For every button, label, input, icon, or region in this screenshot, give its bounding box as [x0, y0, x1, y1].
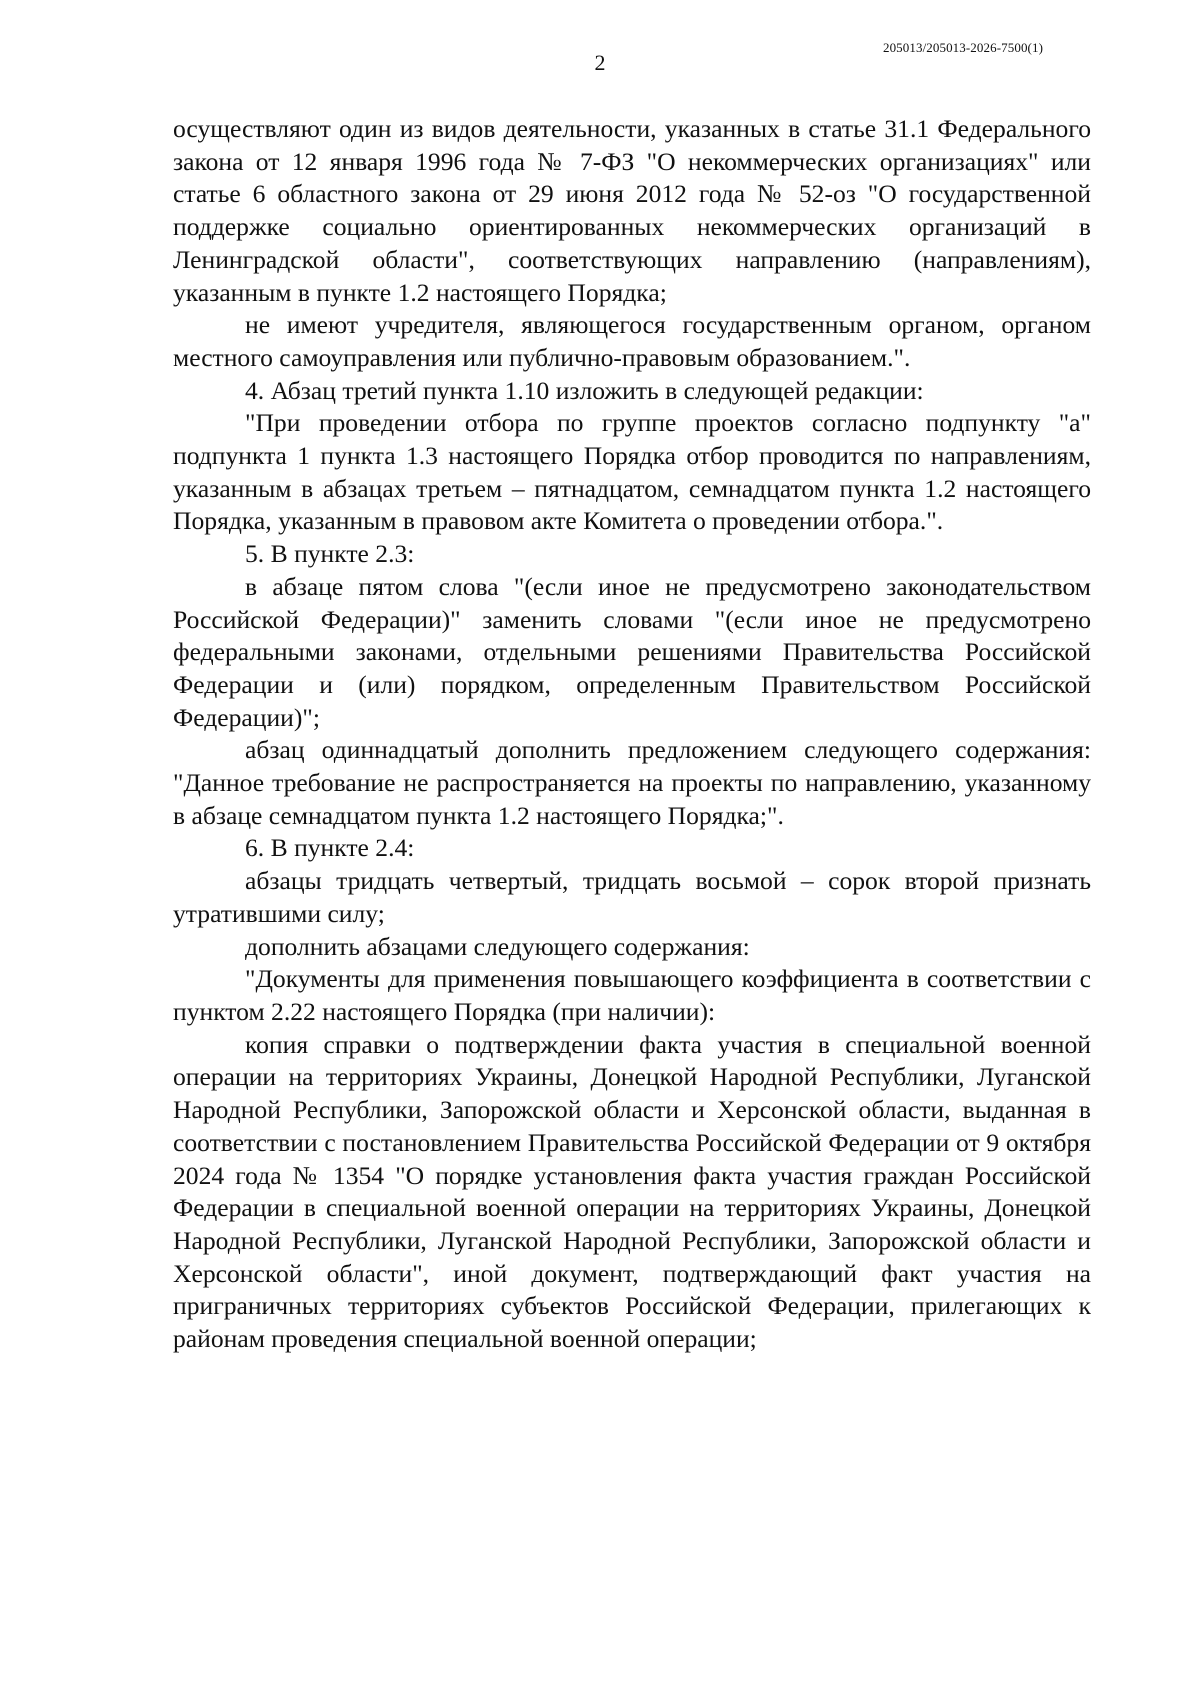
- page-number: 2: [594, 50, 606, 75]
- paragraph: абзац одиннадцатый дополнить предложением следующего содержания: "Данное требование не распространяется на проекты по направлению, указанному в абзаце семнадцатом пункта 1.2 настоящего Порядка;".: [173, 735, 1091, 830]
- paragraph: "При проведении отбора по группе проектов согласно подпункту "а" подпункта 1 пункта 1.3 настоящего Порядка отбор проводится по направлениям, указанным в абзацах третьем – пятнадцатом, семнадцатом пункта 1.2 настоящего Порядка, указанным в правовом акте Комитета о проведении отбора.".: [173, 408, 1091, 536]
- paragraph: "Документы для применения повышающего коэффициента в соответствии с пунктом 2.22 настоящего Порядка (при наличии):: [173, 964, 1091, 1026]
- paragraph: дополнить абзацами следующего содержания:: [245, 931, 750, 961]
- paragraph-continuation: осуществляют один из видов деятельности, указанных в статье 31.1 Федерального закона от 12 января 1996 года № 7-ФЗ "О некоммерческих организациях" или статье 6 областного закона от 29 июня 2012 года № 52-оз "О государственной поддержке социально ориентированных некоммерческих организаций в Ленинградской области", соответствующих направлению (направлениям), указанным в пункте 1.2 настоящего Порядка;: [173, 114, 1091, 307]
- paragraph-item-4: 4. Абзац третий пункта 1.10 изложить в следующей редакции:: [245, 375, 924, 405]
- paragraph-item-5: 5. В пункте 2.3:: [245, 539, 415, 569]
- paragraph: копия справки о подтверждении факта участия в специальной военной операции на территориях Украины, Донецкой Народной Республики, Луганской Народной Республики, Запорожской области и Херсонской области, выданная в соответствии с постановлением Правительства Российской Федерации от 9 октября 2024 года № 1354 "О порядке установления факта участия граждан Российской Федерации в специальной военной операции на территориях Украины, Донецкой Народной Республики, Луганской Народной Республики, Запорожской области и Херсонской области", иной документ, подтверждающий факт участия на приграничных территориях субъектов Российской Федерации, прилегающих к районам проведения специальной военной операции;: [173, 1029, 1091, 1354]
- paragraph: не имеют учредителя, являющегося государственным органом, органом местного самоуправления или публично-правовым образованием.".: [173, 310, 1091, 372]
- document-id: 205013/205013-2026-7500(1): [882, 40, 1043, 55]
- paragraph: абзацы тридцать четвертый, тридцать восьмой – сорок второй признать утратившими силу;: [173, 866, 1091, 928]
- paragraph: в абзаце пятом слова "(если иное не предусмотрено законодательством Российской Федерации)" заменить словами "(если иное не предусмотрено федеральными законами, отдельными решениями Правительства Российской Федерации и (или) порядком, определенным Правительством Российской Федерации)";: [173, 571, 1091, 732]
- paragraph-item-6: 6. В пункте 2.4:: [245, 833, 415, 863]
- document-body: [173, 113, 1091, 1356]
